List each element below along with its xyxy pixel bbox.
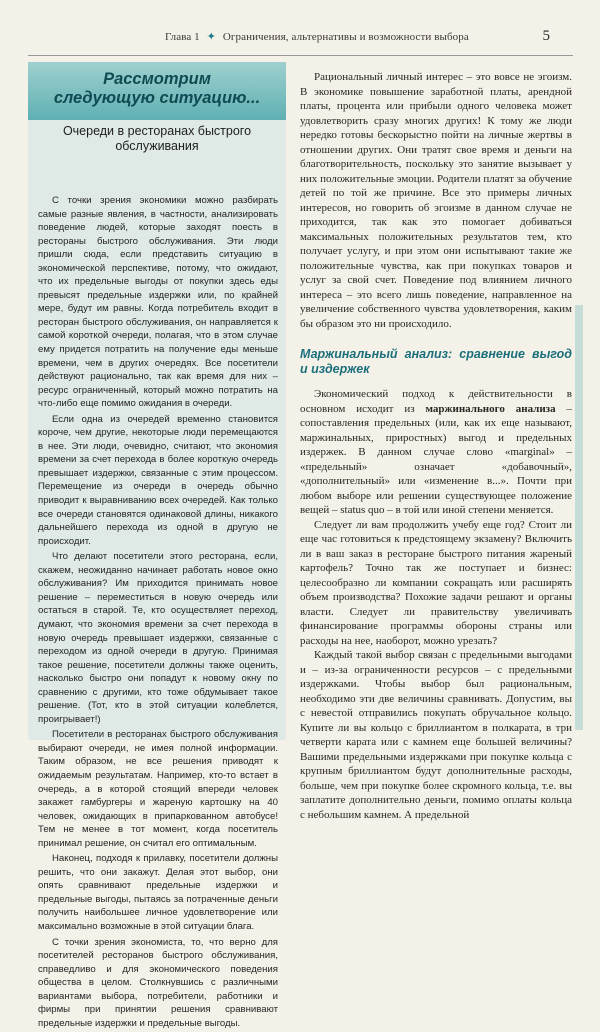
para2-start: Экономический подход к действительности в основном исходит из <box>300 388 572 415</box>
term-marginal-analysis: маржинального анализа <box>425 402 556 415</box>
body-paragraph: Каждый такой выбор связан с предельными выгодами и – из-за ограниченности ресурсов – с предельными издержками. Чтобы выбор был рациональным, необходимо эти две величины сравнивать. Допустим, вы с невестой отправились покупать обручальное кольцо. Купите ли вы кольцо с бриллиантом в полкарата, в три четверти карата или с камнем еще большей величины? Вашими предельными издержками при покупке кольца с крупным бриллиантом будут дополнительные расходы, больше, чем при покупке более скромного кольца, т.е. вы заплатите дополнительно деньги, помимо оплаты кольца с небольшим камнем. А предельной <box>300 649 572 821</box>
body-paragraph: Следует ли вам продолжить учебу еще год? Стоит ли еще час готовиться к предстоящему экзамену? Включить ли в ваш заказ в ресторане быстрого питания жареный картофель? Точно так же поступает и бизнес: целесообразно ли компании сокращать или расширять объем производства? Похожие задачи решают и органы власти. Следует ли правительству увеличивать финансирование программы обороны страны или расходы на нее, наоборот, можно урезать? <box>300 518 572 647</box>
case-paragraph: Если одна из очередей временно становится короче, чем другие, некоторые люди перемещаются в нее. Эти люди, очевидно, считают, что экономия времени за счет перехода в более короткую очередь превышает издержки, связанные с этим процессом. Перемещение из очереди в очередь обычно приводит к выравниванию всех очередей. Как только все очереди становятся одинаковой длины, никакого дальнейшего перехода из одной в другую не происходит. <box>38 413 278 547</box>
page-number: 5 <box>542 28 550 44</box>
case-paragraph: Наконец, подходя к прилавку, посетители должны решить, что они закажут. Делая этот выбор, они опять сравнивают предельные издержки и предельные выгоды, пытаясь за потраченные деньги получить наибольшее личное удовлетворение или максимально возможные в этой ситуации блага. <box>38 853 278 932</box>
header-chapter-title: Ограничения, альтернативы и возможности выбора <box>222 31 469 43</box>
header-star-icon: ✦ <box>206 31 216 43</box>
case-subtitle: Очереди в ресторанах быстрого обслуживания <box>62 124 252 153</box>
para2-rest: – сопоставления предельных (или, как их еще называют, маржинальных, приростных) выгод и предельных издержек. В данном случае слово «marginal» – «предельный» означает «добавочный», «дополнительный» или «изменение в...». Почти при любом выборе или решении существующее положение вещей – status quo – в той или иной степени меняется. <box>300 402 573 516</box>
running-header <box>0 30 600 50</box>
body-paragraph: Рациональный личный интерес – это вовсе не эгоизм. В экономике повышение заработной платы, арендной платы, процента или прибыли одного человека может удовлетворить сразу многих других! К тому же люди нередко готовы бескорыстно пойти на личные жертвы в отношении других. Они тратят свое время и деньги на благотворительность, поскольку это занятие вызывает у них положительные эмоции. Родители платят за обучение детей по той же причине. Все это примеры личных интересов, но говорить об эгоизме в данном случае не приходится, так как это помогает добиваться максимальных положительных результатов тем, кто получает услугу, и при этом они испытывают такие же положительные чувства, как при покупках товаров и услуг за свой счет. Поведение под влиянием личного интереса – это всего лишь поведение, направленное на увеличение собственного чувства удовлетворения, каким бы образом это ни происходило. <box>300 71 572 330</box>
body-paragraph <box>300 387 572 518</box>
case-paragraph: Посетители в ресторанах быстрого обслуживания выбирают очереди, не имея полной информации. Таким образом, не все решения приводят к ожидаемым результатам. Например, кто-то встает в очередь, а в которой стоящий впереди человек закажет гамбургеры и жареную картошку на 40 человек, ожидающих в припаркованном автобусе! Тем не менее в тот момент, когда посетитель принимал решение, он считал его оптимальным. <box>38 729 278 849</box>
main-column <box>300 70 572 822</box>
case-paragraph: Что делают посетители этого ресторана, если, скажем, неожиданно начинает работать новое окно обслуживания? Им приходится принимать новое решение – переместиться в новую очередь или остаться в старой. Те, кто осуществляет переход, думают, что экономия времени за счет перехода в новую очередь превышает издержки, связанные с переходом из одной очереди в другую. Принимая такое решение, посетители должны также оценить, насколько быстро они попадут к новому окну по сравнению с другими, кто тоже обдумывает такое решение. (Тот, кто в этой ситуации колеблется, проигрывает!) <box>38 551 278 725</box>
margin-bar <box>575 305 583 730</box>
case-banner <box>28 62 286 120</box>
header-rule <box>28 55 573 56</box>
case-body <box>38 194 278 1032</box>
header-title <box>165 30 469 43</box>
case-box <box>28 62 286 1029</box>
case-banner-title: Рассмотрим следующую ситуацию... <box>53 70 261 107</box>
section-heading: Маржинальный анализ: сравнение выгод и издержек <box>300 347 572 376</box>
case-paragraph: С точки зрения экономики можно разбирать самые разные явления, в частности, анализировать поведение людей, которые заходят поесть в рестораны быстрого обслуживания. Эти люди пришли сюда, если представить ситуацию в экономической перспективе, потому, что ожидают, что их предельные выгоды от покупки здесь еды превысят предельные издержки или, по крайней мере, будут им равны. Когда потребитель входит в ресторан быстрого обслуживания, он направляется к самой короткой очереди, полагая, что в этом случае ему придется потратить на получение еды меньше времени, чем в других очередях. Все посетители действуют рационально, так как время для них – ресурс ограниченный, который можно потратить на что-либо еще помимо ожидания в очереди. <box>38 195 278 410</box>
case-paragraph: С точки зрения экономиста, то, что верно для посетителей ресторанов быстрого обслуживания, справедливо и для экономического поведения общества в целом. Столкнувшись с различными вариантами выбора, потребители, работники и фирмы при принятии решения сравнивают предельные издержки и предельные выгоды. <box>38 936 278 1029</box>
header-chapter: Глава 1 <box>165 31 200 43</box>
